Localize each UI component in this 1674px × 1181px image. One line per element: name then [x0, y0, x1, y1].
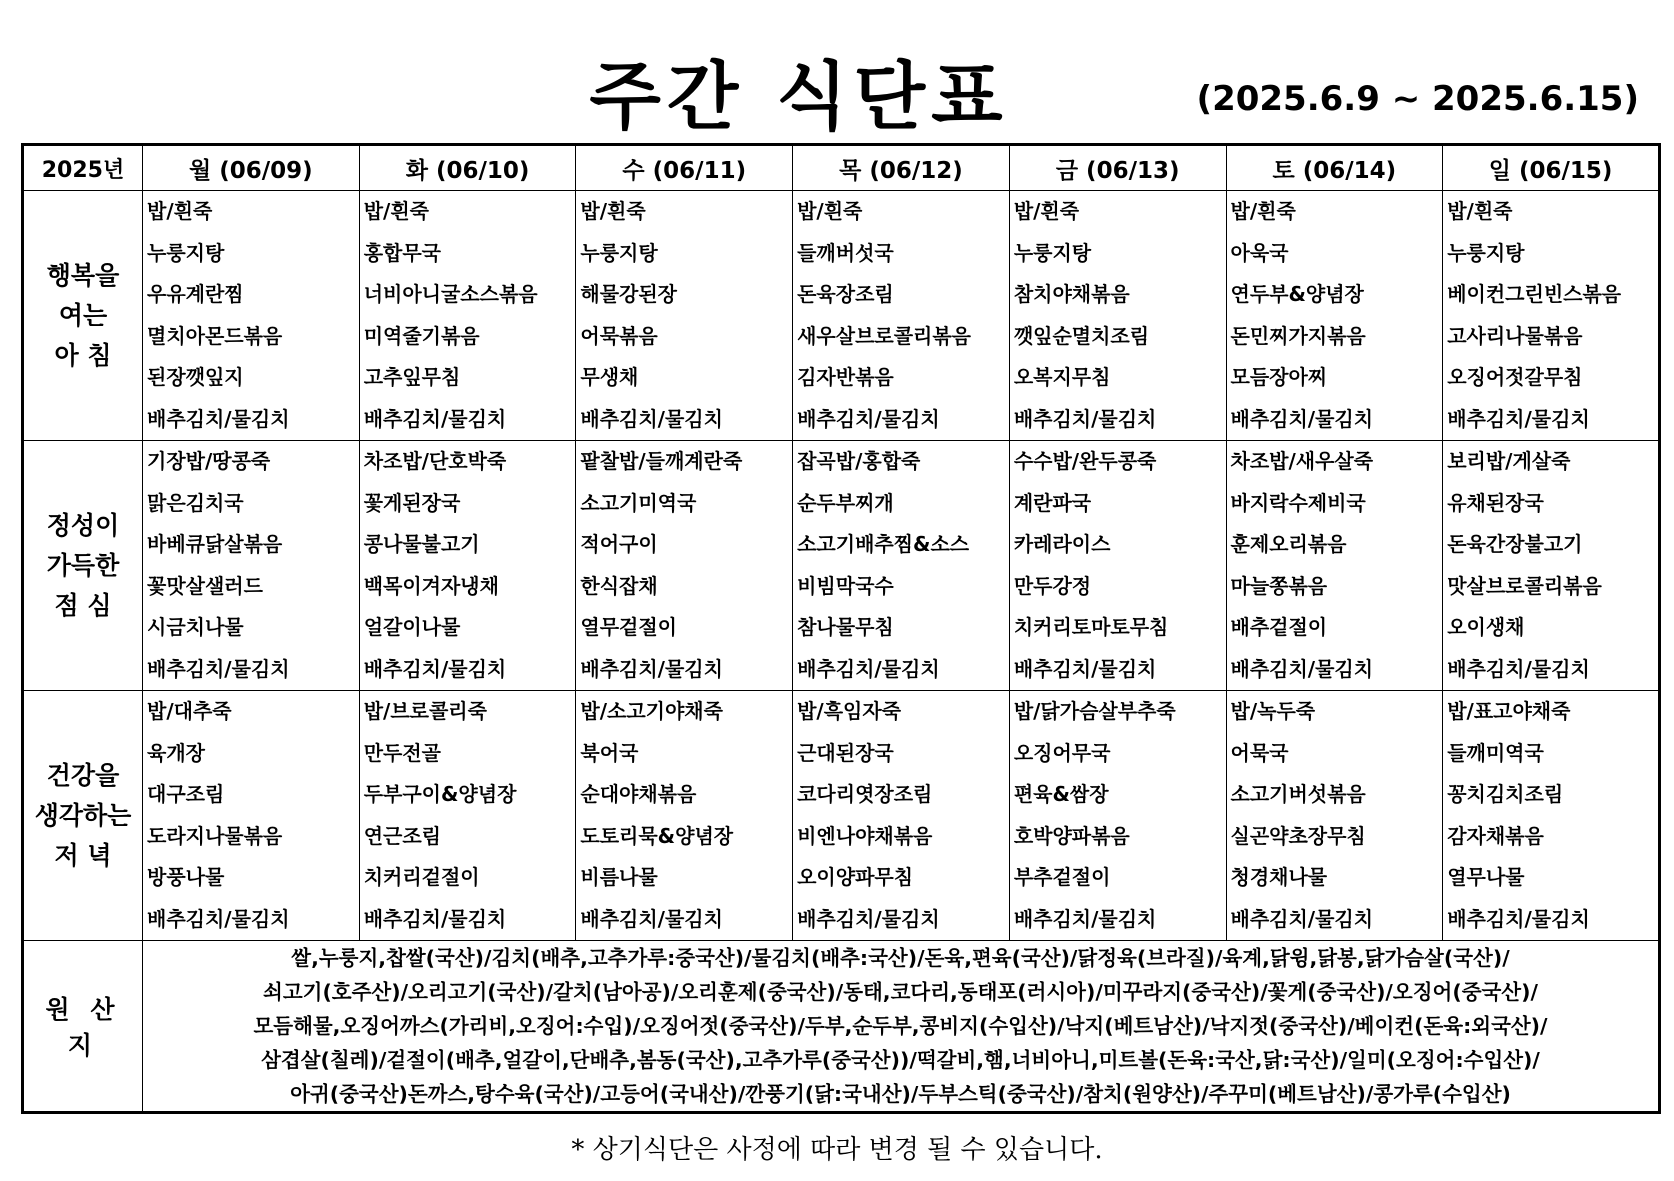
footnote: * 상기식단은 사정에 따라 변경 될 수 있습니다.: [571, 1135, 1103, 1165]
menu-item: 열무나물: [1447, 865, 1525, 889]
menu-item: 오징어무국: [1013, 740, 1111, 765]
breakfast-row: [23, 191, 1660, 441]
menu-item: 꽃맛살샐러드: [147, 573, 263, 598]
menu-item: 계란파국: [1013, 490, 1092, 515]
day-header-sat: 토 (06/14): [1226, 145, 1443, 191]
menu-item: 배추김치/물김치: [1447, 906, 1590, 931]
menu-item: 배추김치/물김치: [363, 906, 507, 931]
menu-item: 된장깻잎지: [147, 365, 244, 389]
menu-item: 바지락수제비국: [1230, 490, 1366, 515]
menu-item: 비빔막국수: [797, 573, 894, 598]
dinner-sat-cell: [1226, 691, 1443, 941]
day-header-fri: 금 (06/13): [1009, 145, 1226, 191]
dinner-mon-cell: [143, 691, 360, 941]
menu-item: 치커리겉절이: [363, 865, 480, 889]
menu-item: 콩나물불고기: [363, 532, 480, 556]
lunch-label: [23, 441, 143, 691]
menu-item: 육개장: [147, 740, 205, 765]
menu-item: 참나물무침: [797, 615, 894, 639]
menu-item: 만두강정: [1013, 573, 1092, 598]
dinner-wed-cell: [576, 691, 793, 941]
origin-label: 원 산 지: [23, 941, 143, 1113]
menu-item: 밥/소고기야채죽: [580, 699, 723, 723]
lunch-wed-cell: [576, 441, 793, 691]
menu-item: 시금치나물: [147, 615, 244, 639]
menu-item: 베이컨그린빈스볶음: [1447, 282, 1622, 306]
menu-item: 고사리나물볶음: [1447, 323, 1583, 348]
dinner-thu-cell: [793, 691, 1010, 941]
origin-text: [143, 941, 1660, 1113]
menu-item: 잡곡밥/홍합죽: [797, 449, 921, 473]
breakfast-sat-cell: [1226, 191, 1443, 441]
menu-item: 들깨미역국: [1447, 740, 1544, 765]
origin-row: [23, 941, 1660, 1113]
menu-item: 카레라이스: [1013, 532, 1111, 556]
meal-label-line: 점 심: [54, 590, 112, 620]
breakfast-thu-cell: [793, 191, 1010, 441]
menu-item: 비엔나야채볶음: [797, 823, 933, 848]
menu-item: 참치야채볶음: [1013, 282, 1130, 306]
menu-item: 고추잎무침: [363, 365, 461, 389]
menu-item: 아욱국: [1230, 240, 1289, 265]
menu-item: 기장밥/땅콩죽: [147, 449, 271, 473]
menu-item: 호박양파볶음: [1013, 823, 1130, 848]
menu-item: 대구조림: [147, 782, 225, 806]
meal-label-line: 건강을: [46, 760, 120, 790]
menu-item: 배추김치/물김치: [1230, 656, 1374, 681]
menu-item: 누룽지탕: [147, 240, 225, 265]
menu-item: 연두부&양념장: [1230, 282, 1364, 306]
menu-item: 배추김치/물김치: [363, 406, 507, 431]
day-header-mon: 월 (06/09): [143, 145, 360, 191]
menu-item: 배추김치/물김치: [1013, 406, 1157, 431]
menu-item: 밥/흰죽: [1230, 199, 1296, 223]
menu-item: 깻잎순멸치조림: [1013, 323, 1150, 348]
menu-item: 홍합무국: [363, 240, 441, 265]
menu-item: 배추김치/물김치: [147, 406, 290, 431]
origin-line: 아귀(중국산)돈까스,탕수육(국산)/고등어(국내산)/깐풍기(닭:국내산)/두부스틱(중국산)/참치(원양산)/주꾸미(베트남산)/콩가루(수입산): [290, 1082, 1511, 1106]
menu-item: 밥/흰죽: [1447, 199, 1513, 223]
menu-item: 우유계란찜: [147, 282, 244, 306]
menu-item: 수수밥/완두콩죽: [1013, 449, 1157, 473]
menu-item: 배추김치/물김치: [580, 406, 723, 431]
origin-line: 모듬해물,오징어까스(가리비,오징어:수입)/오징어젓(중국산)/두부,순두부,콩비지(수입산)/낙지(베트남산)/낙지젓(중국산)/베이컨(돈육:외국산)/: [253, 1014, 1548, 1038]
menu-item: 오이양파무침: [797, 865, 914, 889]
meal-label-line: 생각하는: [34, 800, 132, 830]
origin-line: 쌀,누룽지,찹쌀(국산)/김치(배추,고추가루:중국산)/물김치(배추:국산)/돈육,편육(국산)/닭정육(브라질)/육계,닭윙,닭봉,닭가슴살(국산)/: [291, 946, 1510, 970]
menu-item: 순대야채볶음: [580, 782, 697, 806]
menu-item: 코다리엿장조림: [797, 782, 933, 806]
menu-item: 백목이겨자냉채: [363, 573, 499, 598]
menu-item: 꽁치김치조림: [1447, 782, 1564, 806]
menu-item: 배추김치/물김치: [1447, 406, 1590, 431]
dinner-sun-cell: [1443, 691, 1660, 941]
day-header-thu: 목 (06/12): [793, 145, 1010, 191]
menu-item: 배추김치/물김치: [1230, 906, 1374, 931]
meal-label-line: 정성이: [46, 510, 120, 540]
menu-item: 배추김치/물김치: [580, 906, 723, 931]
origin-line: 삼겹살(칠레)/겉절이(배추,얼갈이,단배추,봄동(국산),고추가루(중국산))/떡갈비,햄,너비아니,미트볼(돈육:국산,닭:국산)/일미(오징어:수입산)/: [261, 1048, 1540, 1072]
menu-item: 배추김치/물김치: [1447, 656, 1590, 681]
menu-item: 근대된장국: [797, 740, 894, 765]
menu-item: 오복지무침: [1013, 365, 1111, 389]
menu-item: 무생채: [580, 365, 639, 389]
menu-item: 배추김치/물김치: [147, 656, 290, 681]
breakfast-mon-cell: [143, 191, 360, 441]
lunch-sun-cell: [1443, 441, 1660, 691]
meal-label-line: 행복을: [46, 260, 120, 290]
menu-item: 마늘쫑볶음: [1230, 573, 1328, 598]
menu-item: 밥/닭가슴살부추죽: [1013, 699, 1176, 723]
menu-item: 밥/표고야채죽: [1447, 699, 1571, 723]
menu-item: 밥/흰죽: [580, 199, 646, 223]
menu-item: 북어국: [580, 740, 639, 765]
day-header-sun: 일 (06/15): [1443, 145, 1660, 191]
breakfast-sun-cell: [1443, 191, 1660, 441]
breakfast-tue-cell: [359, 191, 576, 441]
lunch-fri-cell: [1009, 441, 1226, 691]
dinner-tue-cell: [359, 691, 576, 941]
menu-item: 비름나물: [580, 865, 658, 889]
menu-item: 도토리묵&양념장: [580, 823, 734, 848]
menu-item: 실곤약초장무침: [1230, 823, 1366, 848]
menu-item: 연근조림: [363, 823, 441, 848]
dinner-fri-cell: [1009, 691, 1226, 941]
menu-item: 배추김치/물김치: [580, 656, 723, 681]
menu-item: 배추겉절이: [1230, 615, 1328, 639]
menu-item: 배추김치/물김치: [797, 906, 940, 931]
menu-item: 맑은김치국: [147, 490, 244, 515]
year-header: 2025년: [23, 145, 143, 191]
menu-item: 배추김치/물김치: [147, 906, 290, 931]
menu-item: 미역줄기볶음: [363, 323, 480, 348]
lunch-sat-cell: [1226, 441, 1443, 691]
menu-item: 배추김치/물김치: [1230, 406, 1374, 431]
menu-item: 배추김치/물김치: [797, 406, 940, 431]
menu-item: 돈육장조림: [797, 282, 894, 306]
menu-item: 청경채나물: [1230, 865, 1328, 889]
menu-item: 배추김치/물김치: [797, 656, 940, 681]
menu-item: 돈민찌가지볶음: [1230, 323, 1366, 348]
menu-item: 소고기배추찜&소스: [797, 532, 970, 556]
menu-item: 도라지나물볶음: [147, 823, 283, 848]
menu-item: 꽃게된장국: [363, 490, 461, 515]
meal-label-line: 저 녁: [54, 840, 112, 870]
menu-item: 팥찰밥/들깨계란죽: [580, 449, 743, 473]
menu-item: 밥/흰죽: [797, 199, 863, 223]
menu-item: 해물강된장: [580, 282, 678, 306]
menu-item: 편육&쌈장: [1013, 782, 1109, 806]
menu-item: 보리밥/게살죽: [1447, 449, 1571, 473]
menu-item: 방풍나물: [147, 865, 225, 889]
header-row: [23, 145, 1660, 191]
menu-item: 배추김치/물김치: [363, 656, 507, 681]
day-header-tue: 화 (06/10): [359, 145, 576, 191]
meal-label-line: 아 침: [54, 340, 112, 370]
meal-label-line: 여는: [58, 300, 108, 330]
menu-item: 어묵볶음: [580, 323, 658, 348]
menu-item: 두부구이&양념장: [363, 782, 517, 806]
weekly-menu-table: [21, 143, 1661, 1114]
menu-item: 치커리토마토무침: [1013, 615, 1169, 639]
menu-item: 차조밥/단호박죽: [363, 449, 507, 473]
menu-item: 오이생채: [1447, 615, 1525, 639]
menu-item: 유채된장국: [1447, 490, 1544, 515]
menu-item: 너비아니굴소스볶음: [363, 282, 538, 306]
menu-item: 얼갈이나물: [363, 615, 461, 639]
menu-item: 모듬장아찌: [1230, 365, 1328, 389]
menu-item: 바베큐닭살볶음: [147, 532, 283, 556]
lunch-thu-cell: [793, 441, 1010, 691]
menu-item: 밥/흰죽: [1013, 199, 1080, 223]
day-header-wed: 수 (06/11): [576, 145, 793, 191]
menu-item: 새우살브로콜리볶음: [797, 323, 971, 348]
breakfast-label: [23, 191, 143, 441]
menu-item: 밥/브로콜리죽: [363, 699, 487, 723]
menu-item: 어묵국: [1230, 740, 1289, 765]
menu-item: 소고기미역국: [580, 490, 697, 515]
menu-item: 순두부찌개: [797, 490, 894, 515]
menu-item: 소고기버섯볶음: [1230, 782, 1366, 806]
lunch-tue-cell: [359, 441, 576, 691]
menu-item: 누룽지탕: [1013, 240, 1092, 265]
breakfast-fri-cell: [1009, 191, 1226, 441]
menu-item: 멸치아몬드볶음: [147, 323, 283, 348]
meal-label-line: 가득한: [46, 550, 120, 580]
dinner-label: [23, 691, 143, 941]
menu-item: 맛살브로콜리볶음: [1447, 573, 1602, 598]
menu-item: 누룽지탕: [580, 240, 658, 265]
menu-item: 감자채볶음: [1447, 823, 1544, 848]
menu-item: 배추김치/물김치: [1013, 656, 1157, 681]
breakfast-wed-cell: [576, 191, 793, 441]
menu-item: 차조밥/새우살죽: [1230, 449, 1374, 473]
origin-line: 쇠고기(호주산)/오리고기(국산)/갈치(남아공)/오리훈제(중국산)/동태,코다리,동태포(러시아)/미꾸라지(중국산)/꽃게(중국산)/오징어(중국산)/: [263, 980, 1538, 1004]
menu-item: 만두전골: [363, 740, 441, 765]
menu-item: 밥/흑임자죽: [797, 699, 902, 723]
menu-item: 김자반볶음: [797, 365, 894, 389]
menu-item: 부추겉절이: [1013, 865, 1111, 889]
menu-item: 적어구이: [580, 532, 658, 556]
menu-item: 누룽지탕: [1447, 240, 1525, 265]
menu-item: 배추김치/물김치: [1013, 906, 1157, 931]
date-range: (2025.6.9 ~ 2025.6.15): [1196, 79, 1639, 119]
menu-item: 오징어젓갈무침: [1447, 365, 1583, 389]
page-title: 주간 식단표: [589, 54, 1009, 140]
menu-item: 열무겉절이: [580, 615, 678, 639]
menu-item: 밥/흰죽: [147, 199, 213, 223]
menu-item: 한식잡채: [580, 573, 658, 598]
dinner-row: [23, 691, 1660, 941]
menu-item: 훈제오리볶음: [1230, 532, 1347, 556]
menu-item: 밥/녹두죽: [1230, 699, 1316, 723]
menu-item: 밥/대추죽: [147, 699, 232, 723]
lunch-row: [23, 441, 1660, 691]
menu-item: 밥/흰죽: [363, 199, 429, 223]
menu-item: 들깨버섯국: [797, 240, 894, 265]
lunch-mon-cell: [143, 441, 360, 691]
menu-item: 돈육간장불고기: [1447, 532, 1583, 556]
